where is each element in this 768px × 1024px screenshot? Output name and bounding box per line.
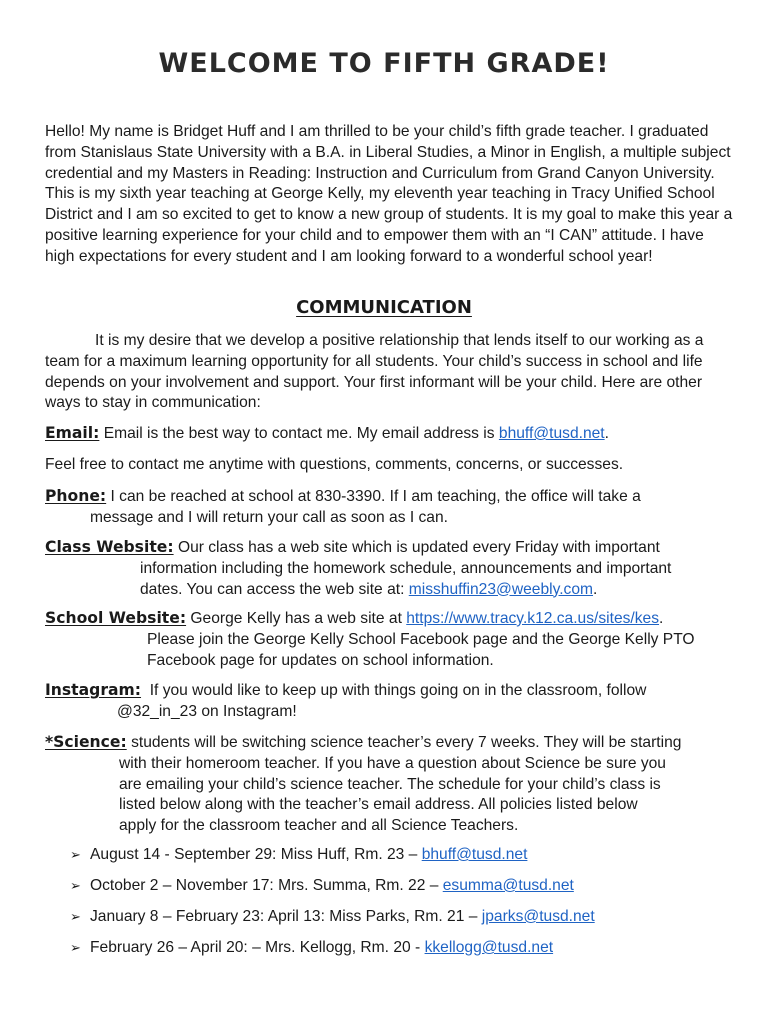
email-text: Email is the best way to contact me. My email address is (103, 425, 495, 442)
communication-heading: COMMUNICATION (296, 297, 472, 318)
science-line4: listed below along with the teacher’s email address. All policies listed below (119, 796, 638, 814)
science-section (45, 732, 735, 837)
class-website-section (45, 537, 735, 600)
intro-paragraph: Hello! My name is Bridget Huff and I am thrilled to be your child’s fifth grade teacher. I graduated from Stanislaus State University with a B.A. in Liberal Studies, a Minor in English, a multiple subject credential and my Masters in Reading: Instruction and Curriculum from Grand Canyon University. This is my sixth year teaching at George Kelly, my eleventh year teaching in Tracy Unified School District and I am so excited to get to know a new group of students. It is my goal to make this year a positive learning experience for your child and to empower them with an “I CAN” attitude. I have high expectations for every student and I am looking forward to a wonderful school year! (45, 123, 733, 265)
email-label: Email: (45, 424, 100, 442)
schedule-email-link[interactable]: bhuff@tusd.net (421, 846, 528, 863)
arrow-bullet-icon: ➢ (70, 940, 81, 955)
class-website-link[interactable]: misshuffin23@weebly.com (408, 580, 594, 598)
instagram-line1: If you would like to keep up with things going on in the classroom, follow (149, 682, 647, 699)
class-website-line1: Our class has a web site which is updated every Friday with important (177, 539, 660, 556)
science-line3: are emailing your child’s science teacher. The schedule for your child’s class is (119, 775, 661, 793)
email-section: Email: Email is the best way to contact me. My email address is bhuff@tusd.net. (45, 424, 609, 442)
school-website-text: George Kelly has a web site at (190, 610, 402, 627)
communication-paragraph: It is my desire that we develop a positive relationship that lends itself to our working as a team for a maximum learning opportunity for all students. Your child’s success in school and life depends on your involvement and support. Your first informant will be your child. Here are other ways to stay in communication: (45, 332, 704, 412)
page-title: WELCOME TO FIFTH GRADE! (158, 48, 610, 79)
schedule-item: ➢ August 14 - September 29: Miss Huff, Rm. 23 – bhuff@tusd.net (70, 846, 528, 863)
science-label: *Science: (45, 733, 127, 751)
school-website-section: School Website: George Kelly has a web site at https://www.tracy.k12.ca.us/sites/kes. Please join the George Kelly School Facebook page and the George Kelly PTO Facebook page for updates on school information. (45, 608, 735, 671)
class-website-line3: dates. You can access the web site at: misshuffin23@weebly.com. (140, 580, 598, 598)
phone-text-line2: message and I will return your call as soon as I can. (90, 508, 448, 526)
schedule-email-link[interactable]: esumma@tusd.net (442, 877, 574, 894)
schedule-item: ➢ January 8 – February 23: April 13: Miss Parks, Rm. 21 – jparks@tusd.net (70, 908, 595, 925)
school-website-line3: Facebook page for updates on school information. (147, 651, 494, 669)
school-website-label: School Website: (45, 609, 187, 627)
phone-text-line1: I can be reached at school at 830-3390. If I am teaching, the office will take a (110, 488, 641, 505)
arrow-bullet-icon: ➢ (70, 847, 81, 862)
schedule-item: ➢ February 26 – April 20: – Mrs. Kellogg, Rm. 20 - kkellogg@tusd.net (70, 939, 554, 956)
school-website-line2: Please join the George Kelly School Facebook page and the George Kelly PTO (147, 630, 695, 648)
phone-label: Phone: (45, 487, 107, 505)
arrow-bullet-icon: ➢ (70, 878, 81, 893)
science-line2: with their homeroom teacher. If you have a question about Science be sure you (119, 754, 666, 772)
schedule-email-link[interactable]: jparks@tusd.net (481, 908, 595, 925)
instagram-section (45, 680, 735, 723)
schedule-item: ➢ October 2 – November 17: Mrs. Summa, Rm. 22 – esumma@tusd.net (70, 877, 574, 894)
email-followup: Feel free to contact me anytime with questions, comments, concerns, or successes. (45, 456, 624, 473)
science-line5: apply for the classroom teacher and all Science Teachers. (119, 817, 519, 835)
class-website-label: Class Website: (45, 538, 174, 556)
email-link[interactable]: bhuff@tusd.net (498, 425, 605, 442)
arrow-bullet-icon: ➢ (70, 909, 81, 924)
school-website-link[interactable]: https://www.tracy.k12.ca.us/sites/kes (406, 610, 660, 627)
instagram-line2: @32_in_23 on Instagram! (117, 702, 297, 720)
class-website-line2: information including the homework schedule, announcements and important (140, 559, 672, 577)
instagram-label: Instagram: (45, 681, 142, 699)
schedule-email-link[interactable]: kkellogg@tusd.net (424, 939, 554, 956)
phone-section (45, 486, 735, 529)
science-line1: students will be switching science teacher’s every 7 weeks. They will be starting (131, 734, 682, 751)
